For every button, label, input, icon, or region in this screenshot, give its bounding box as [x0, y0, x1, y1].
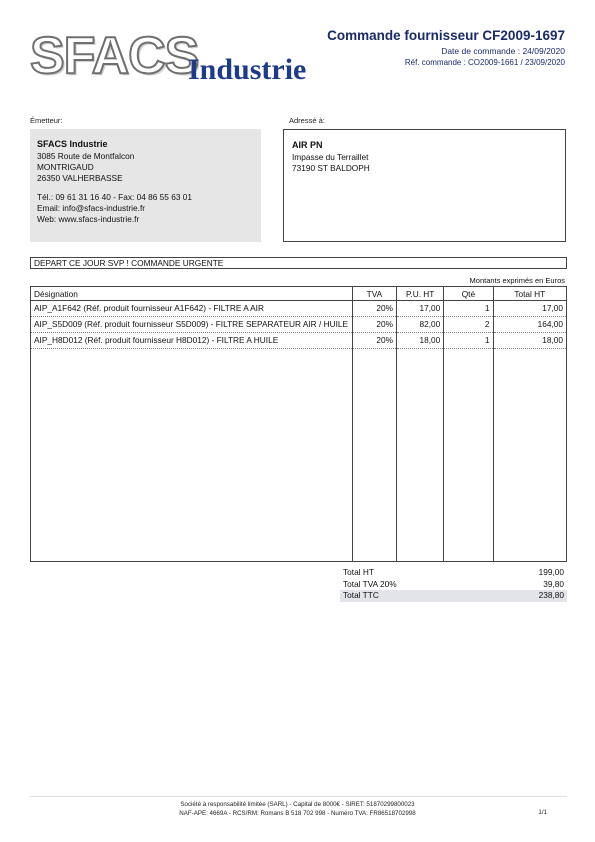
total-ht-label: Total HT — [343, 567, 374, 577]
company-logo — [30, 27, 315, 90]
line-tva: 20% — [352, 301, 396, 317]
footer-line: Société à responsabilité limitée (SARL) - Capital de 8000€ - SIRET: 51870299800023 — [180, 801, 415, 808]
recipient-label: Adressé à: — [289, 116, 325, 125]
line-total: 18,00 — [493, 333, 566, 349]
sender-website: Web: www.sfacs-industrie.fr — [37, 214, 140, 224]
total-tva-row — [340, 579, 567, 591]
line-quantity: 2 — [444, 317, 493, 333]
column-header-tva: TVA — [352, 287, 396, 301]
total-ttc-row — [340, 590, 567, 602]
table-row — [31, 301, 567, 317]
line-tva: 20% — [352, 317, 396, 333]
line-unit-price: 82,00 — [397, 317, 444, 333]
recipient-address-line: Impasse du Terraillet — [292, 152, 369, 162]
recipient-address-line: 73190 ST BALDOPH — [292, 163, 370, 173]
sender-block — [30, 129, 261, 242]
total-ttc-value: 238,80 — [538, 590, 564, 600]
column-header-total: Total HT — [493, 287, 566, 301]
sender-address-line: MONTRIGAUD — [37, 162, 94, 172]
document-title: Commande fournisseur CF2009-1697 — [327, 28, 565, 43]
table-header-row — [31, 287, 567, 301]
total-tva-label: Total TVA 20% — [343, 578, 397, 589]
column-header-unit-price: P.U. HT — [397, 287, 444, 301]
total-ht-value: 199,00 — [538, 567, 564, 577]
totals-block — [340, 567, 567, 602]
line-unit-price: 17,00 — [397, 301, 444, 317]
line-total: 164,00 — [493, 317, 566, 333]
sender-phone: Tél.: 09 61 31 16 40 - Fax: 04 86 55 63 01 — [37, 192, 192, 202]
line-quantity: 1 — [444, 333, 493, 349]
sender-name: SFACS Industrie — [37, 139, 108, 149]
column-header-quantity: Qté — [444, 287, 493, 301]
sender-address-line: 3085 Route de Montfalcon — [37, 151, 135, 161]
page-number: 1/1 — [538, 809, 547, 816]
line-total: 17,00 — [493, 301, 566, 317]
order-lines-table — [30, 286, 567, 562]
recipient-name: AIR PN — [292, 140, 323, 150]
line-tva: 20% — [352, 333, 396, 349]
currency-note: Montants exprimés en Euros — [469, 276, 565, 285]
footer-divider — [30, 796, 567, 797]
line-designation: AIP_S5D009 (Réf. produit fournisseur S5D009) - FILTRE SEPARATEUR AIR / HUILE — [31, 317, 353, 333]
line-quantity: 1 — [444, 301, 493, 317]
total-ttc-label: Total TTC — [343, 590, 379, 600]
line-designation: AIP_H8D012 (Réf. produit fournisseur H8D012) - FILTRE A HUILE — [31, 333, 353, 349]
column-header-designation: Désignation — [31, 287, 353, 301]
table-filler-row — [31, 349, 567, 562]
logo-wordmark: SFACS — [30, 27, 199, 85]
footer-line: NAF-APE: 4669A - RCS/RM: Romans B 518 702 998 - Numéro TVA: FR86518702998 — [179, 810, 416, 817]
table-row — [31, 333, 567, 349]
logo-subtitle: Industrie — [188, 53, 307, 86]
total-ht-row — [340, 567, 567, 579]
sender-address-line: 26350 VALHERBASSE — [37, 173, 123, 183]
sender-email: Email: info@sfacs-industrie.fr — [37, 203, 146, 213]
line-designation: AIP_A1F642 (Réf. produit fournisseur A1F642) - FILTRE A AIR — [31, 301, 353, 317]
table-row — [31, 317, 567, 333]
sender-label: Émetteur: — [30, 116, 63, 125]
order-note: DEPART CE JOUR SVP ! COMMANDE URGENTE — [30, 257, 567, 269]
legal-footer — [0, 800, 595, 818]
recipient-block — [283, 129, 566, 242]
line-unit-price: 18,00 — [397, 333, 444, 349]
total-tva-value: 39,80 — [543, 578, 564, 589]
order-date: Date de commande : 24/09/2020 — [441, 46, 565, 56]
order-reference: Réf. commande : CO2009-1661 / 23/09/2020 — [404, 58, 565, 67]
